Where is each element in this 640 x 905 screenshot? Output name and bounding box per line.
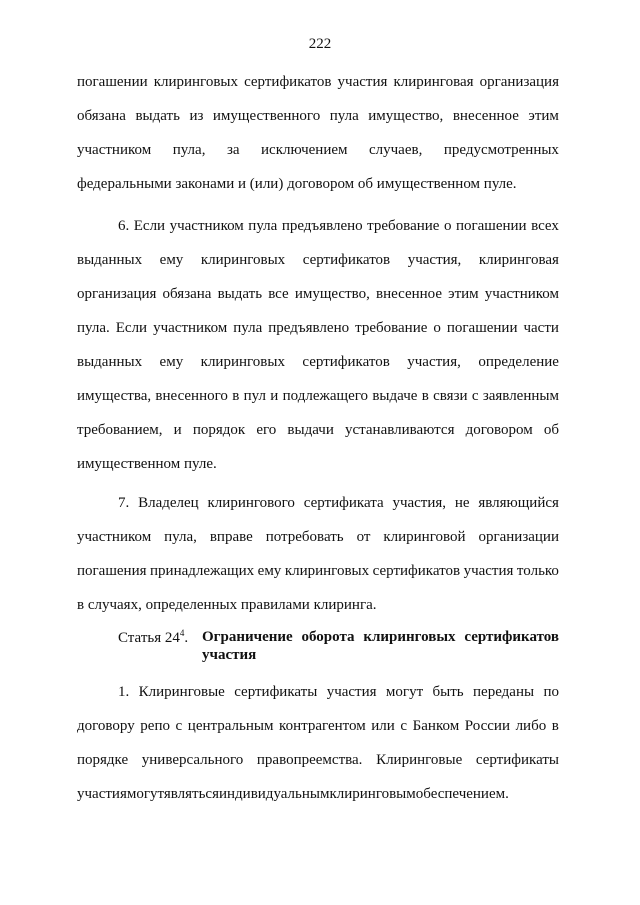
word: требование (367, 218, 440, 234)
word: принадлежащих (150, 563, 255, 579)
word: исключением (261, 142, 348, 158)
word: сертификата (303, 495, 384, 511)
word: клиринговых (200, 252, 286, 268)
word: участником (153, 320, 228, 336)
word: выдачи (287, 422, 334, 438)
word: Владелец (138, 495, 199, 511)
p2-line-1 (118, 217, 559, 235)
word: 1. (118, 684, 130, 700)
word: в случаях, определенных правилами клиринга. (77, 597, 377, 613)
word: заявленным (482, 388, 559, 404)
word: участия (337, 74, 388, 90)
word: с (400, 718, 408, 734)
word: клиринговой (383, 529, 466, 545)
word: ему (159, 354, 184, 370)
word: участия (77, 786, 127, 802)
word: обеспечением. (415, 786, 509, 802)
word: выдать (135, 108, 180, 124)
word: пула, (164, 529, 197, 545)
p1-line-2 (77, 107, 559, 125)
article-superscript: 4 (179, 628, 185, 638)
word: от (356, 529, 371, 545)
word: его (256, 422, 277, 438)
word: участия (463, 563, 514, 579)
word: погашении (446, 320, 518, 336)
word: погашении (77, 74, 148, 90)
p3-line-2 (77, 528, 559, 546)
word: устанавливаются (344, 422, 455, 438)
p1-line-1 (77, 73, 559, 91)
word: в (551, 718, 559, 734)
word: внесенное (375, 286, 443, 302)
word: предъявлено (281, 218, 363, 234)
word: клиринговая (478, 252, 559, 268)
article-label-text: Статья 24 (118, 630, 180, 646)
p2-line-8 (77, 455, 559, 473)
word: связи (433, 388, 468, 404)
word: этим (528, 108, 559, 124)
word: универсального (141, 752, 244, 768)
word: индивидуальным (218, 786, 330, 802)
word: пула (329, 108, 359, 124)
word: все (268, 286, 289, 302)
word: клиринговым (329, 786, 416, 802)
word: части (523, 320, 559, 336)
word: подлежащего (282, 388, 369, 404)
word: клиринговых (284, 563, 370, 579)
article-title-line-2: участия (202, 647, 257, 663)
word: клиринговых (200, 354, 285, 370)
word: обязана (77, 108, 126, 124)
word: участия (326, 684, 377, 700)
word: либо (515, 718, 547, 734)
word: предъявлено (268, 320, 350, 336)
word: имущество, (294, 286, 370, 302)
word: клирингового (207, 495, 295, 511)
word: по (543, 684, 559, 700)
word: могут (385, 684, 424, 700)
word: требование (355, 320, 428, 336)
word: правопреемства. (256, 752, 363, 768)
word: пула (233, 320, 263, 336)
word: репо (140, 718, 170, 734)
p4-line-2 (77, 717, 559, 735)
word: имущественном пуле. (77, 456, 217, 472)
word: сертификаты (234, 684, 318, 700)
article-label-suffix: . (184, 630, 189, 646)
p3-line-1 (118, 494, 559, 512)
article-label (118, 628, 188, 647)
p3-line-4 (77, 596, 559, 614)
article-title-line-1 (202, 628, 559, 646)
word: с (175, 718, 183, 734)
word: договору (77, 718, 135, 734)
word: клиринговых (153, 74, 238, 90)
word: клиринговая (393, 74, 474, 90)
word: имущественного (212, 108, 321, 124)
word: всех (531, 218, 559, 234)
word: пула. (77, 320, 110, 336)
p1-line-3 (77, 141, 559, 159)
word: могут (126, 786, 164, 802)
word: Если (133, 218, 166, 234)
word: Если (115, 320, 148, 336)
word: участия, (392, 495, 447, 511)
word: участником (169, 218, 244, 234)
word: вправе (209, 529, 253, 545)
word: сертификатов (372, 563, 461, 579)
word: ему (257, 563, 282, 579)
p3-line-3 (77, 562, 559, 580)
word: обязана (162, 286, 212, 302)
word: 6. (118, 218, 130, 234)
page-number: 222 (308, 36, 332, 52)
title-word: сертификатов (464, 629, 559, 645)
word: определение (478, 354, 559, 370)
p2-line-4 (77, 319, 559, 337)
word: Клиринговые (138, 684, 225, 700)
word: не (454, 495, 470, 511)
word: или (371, 718, 395, 734)
word: контрагентом (279, 718, 366, 734)
p2-line-6 (77, 387, 559, 405)
word: ему (159, 252, 184, 268)
word: являющийся (478, 495, 559, 511)
p2-line-7 (77, 421, 559, 439)
word: выданных (77, 354, 143, 370)
word: о (443, 218, 452, 234)
word: имущество, (368, 108, 444, 124)
word: в (232, 388, 240, 404)
word: требованием, (77, 422, 163, 438)
word: внесенное (452, 108, 519, 124)
title-word: Ограничение (202, 629, 293, 645)
p4-line-3 (77, 751, 559, 769)
word: выдаче (372, 388, 418, 404)
p1-line-4 (77, 175, 559, 193)
word: участником (77, 529, 152, 545)
word: сертификатов (244, 74, 332, 90)
word: 7. (118, 495, 130, 511)
p4-line-4 (77, 785, 559, 803)
word: пула, (172, 142, 206, 158)
word: Клиринговые (376, 752, 463, 768)
word: порядок (192, 422, 246, 438)
word: центральным (187, 718, 274, 734)
word: быть (432, 684, 464, 700)
word: предусмотренных (443, 142, 559, 158)
word: погашении (455, 218, 527, 234)
word: с (471, 388, 479, 404)
word: сертификатов (302, 354, 390, 370)
word: участником (484, 286, 559, 302)
word: погашения (77, 563, 147, 579)
title-word: клиринговых (363, 629, 456, 645)
word: и (270, 388, 279, 404)
word: участия, (407, 354, 461, 370)
word: этим (448, 286, 479, 302)
word: пул (243, 388, 266, 404)
word: договором (465, 422, 533, 438)
word: России (464, 718, 510, 734)
word: пула (248, 218, 278, 234)
word: потребовать (265, 529, 344, 545)
title-word: оборота (301, 629, 355, 645)
word: Банком (412, 718, 460, 734)
word: и (173, 422, 182, 438)
word: федеральными законами и (или) договором об имущественном пуле. (77, 176, 517, 192)
word: сертификатов (302, 252, 391, 268)
word: организация (77, 286, 157, 302)
word: организации (478, 529, 559, 545)
p2-line-5 (77, 353, 559, 371)
word: за (226, 142, 240, 158)
word: порядке (77, 752, 129, 768)
word: о (433, 320, 441, 336)
word: внесенного (155, 388, 228, 404)
word: являться (163, 786, 219, 802)
p2-line-3 (77, 285, 559, 303)
word: сертификаты (475, 752, 559, 768)
word: только (516, 563, 559, 579)
p4-line-1 (118, 683, 559, 701)
word: об (543, 422, 559, 438)
word: участия, (407, 252, 462, 268)
word: переданы (473, 684, 535, 700)
word: выданных (77, 252, 143, 268)
word: из (189, 108, 204, 124)
word: участником (77, 142, 152, 158)
p2-line-2 (77, 251, 559, 269)
word: выдать (217, 286, 263, 302)
word: в (421, 388, 429, 404)
word: имущества, (77, 388, 152, 404)
word: случаев, (369, 142, 423, 158)
word: организация (479, 74, 559, 90)
